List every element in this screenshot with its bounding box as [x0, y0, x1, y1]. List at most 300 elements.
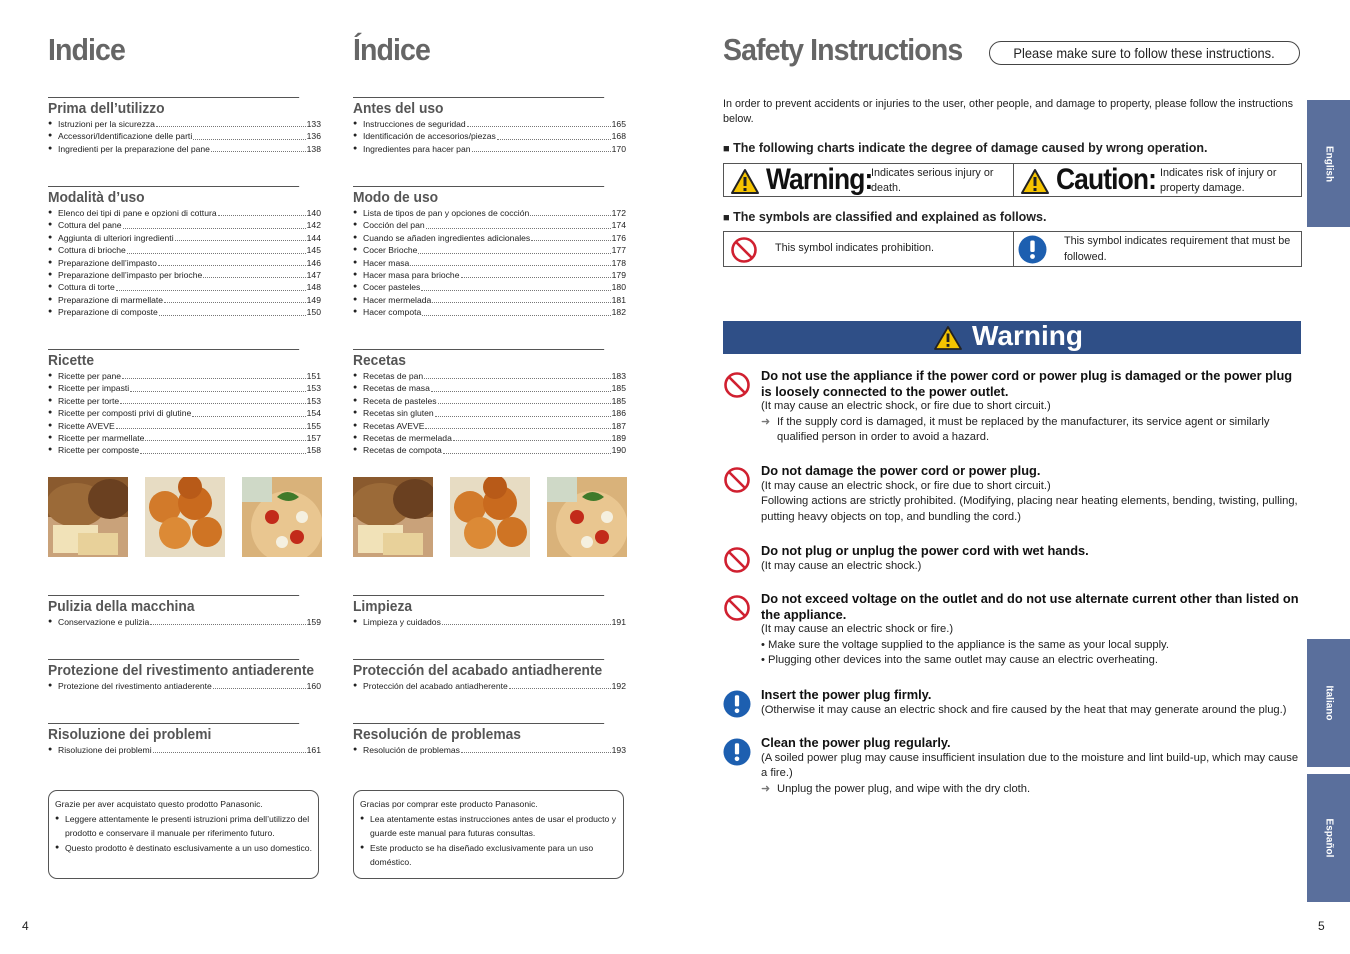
square-bullet-icon: ■: [723, 143, 730, 155]
warning-item-text: [761, 543, 1301, 574]
toc-item-label: Recetas sin gluten: [363, 408, 434, 419]
toc-item[interactable]: [48, 432, 321, 444]
leader-dots: [145, 440, 305, 441]
bullet-icon: ●: [48, 746, 53, 753]
leader-dots: [122, 378, 306, 379]
tab-espanol[interactable]: [1307, 774, 1350, 902]
bullet-icon: ●: [48, 446, 53, 454]
toc-item[interactable]: [48, 616, 321, 628]
bullet-icon: ●: [353, 221, 358, 229]
leader-dots: [116, 290, 306, 291]
toc-item-page: 170: [611, 143, 626, 154]
toc-item[interactable]: [48, 407, 321, 419]
leader-dots: [530, 215, 610, 216]
toc-item[interactable]: [353, 382, 626, 394]
warning-item-line: Following actions are strictly prohibited. (Modifying, placing near heating elements, bending, twisting, pulling, putting heavy objects on top, and bundling the cord.): [761, 495, 1298, 523]
leader-dots: [435, 416, 611, 417]
square-bullet-icon: ■: [723, 212, 730, 224]
toc-item-label: Hacer masa: [363, 257, 410, 268]
toc-item[interactable]: [48, 130, 321, 142]
toc-item-label: Instrucciones de seguridad: [363, 119, 466, 129]
toc-item[interactable]: [353, 219, 626, 231]
toc-item-label: Ricette per composti privi di glutine: [58, 408, 192, 419]
warning-banner-label: Warning: [972, 320, 1083, 351]
requirement-desc: This symbol indicates requirement that must be followed.: [1064, 235, 1291, 263]
toc-item[interactable]: [353, 370, 626, 382]
toc-item-page: 177: [611, 245, 626, 256]
bullet-icon: ●: [353, 132, 358, 140]
tab-english[interactable]: [1307, 100, 1350, 227]
toc-item-page: 161: [306, 745, 321, 755]
toc-list: [48, 744, 321, 756]
bullet-icon: ●: [353, 308, 358, 316]
rolls-photo: [145, 477, 225, 557]
arrow-right-icon: ➜: [761, 782, 771, 795]
leader-dots: [443, 453, 611, 454]
toc-section-heading: Protezione del rivestimento antiaderente: [48, 659, 299, 679]
warning-cell: [724, 164, 1014, 196]
bullet-icon: ●: [48, 618, 53, 625]
warning-item-line: (It may cause an electric shock, or fire due to short circuit.): [761, 400, 1051, 412]
note-intro: Grazie per aver acquistato questo prodotto Panasonic.: [55, 799, 263, 809]
leader-dots: [175, 240, 306, 241]
toc-item-page: 149: [306, 294, 321, 305]
leader-dots: [203, 277, 305, 278]
toc-item-page: 182: [611, 307, 626, 318]
bullet-icon: ●: [48, 384, 53, 392]
bullet-icon: ●: [55, 843, 60, 851]
toc-item[interactable]: [48, 232, 321, 244]
toc-list: [353, 680, 626, 692]
bullet-icon: ●: [353, 384, 358, 392]
toc-item-page: 191: [611, 617, 626, 627]
toc-item-page: 140: [306, 208, 321, 218]
bullet-icon: ●: [353, 246, 358, 254]
toc-item[interactable]: [353, 257, 626, 269]
bullet-icon: ●: [48, 246, 53, 254]
bullet-icon: ●: [353, 209, 358, 216]
toc-item[interactable]: [353, 420, 626, 432]
warning-item-text: [761, 368, 1301, 446]
leader-dots: [426, 228, 611, 229]
toc-section-heading: Resolución de problemas: [353, 723, 604, 743]
warning-item-title: Do not plug or unplug the power cord with wet hands.: [761, 543, 1089, 558]
bullet-icon: ●: [48, 271, 53, 279]
leader-dots: [438, 403, 611, 404]
toc-item-label: Ingredienti per la preparazione del pane: [58, 143, 210, 154]
leader-dots: [130, 391, 305, 392]
note-bullet: [360, 812, 617, 841]
toc-item-label: Risoluzione dei problemi: [58, 745, 152, 755]
warning-item-title: Clean the power plug regularly.: [761, 735, 951, 750]
toc-item-label: Recetas AVEVE: [363, 420, 425, 431]
rolls-photo: [450, 477, 530, 557]
note-bullet-text: Este producto se ha diseñado exclusivamente para un uso doméstico.: [370, 842, 594, 868]
leader-dots: [421, 290, 610, 291]
warning-item-title: Do not use the appliance if the power cord or power plug is damaged or the power plug is loosely connected to the power outlet.: [761, 368, 1293, 399]
toc-item[interactable]: [48, 744, 321, 756]
toc-item[interactable]: [48, 444, 321, 456]
toc-item-label: Cottura del pane: [58, 220, 122, 231]
warning-item-title: Do not damage the power cord or power plug.: [761, 463, 1041, 478]
index-title-es: Índice: [353, 32, 430, 67]
toc-item[interactable]: [48, 244, 321, 256]
warning-item-line: (It may cause an electric shock, or fire due to short circuit.): [761, 479, 1051, 492]
bullet-icon: ●: [353, 295, 358, 303]
toc-item[interactable]: [353, 143, 626, 155]
toc-item-page: 189: [611, 433, 626, 444]
caution-label: Caution:: [1056, 163, 1157, 196]
photo-strip: [353, 477, 626, 557]
toc-item-label: Preparazione dell’impasto: [58, 257, 157, 268]
toc-section-heading: Modalità d’uso: [48, 186, 299, 206]
warning-triangle-icon: [933, 325, 963, 351]
toc-item-label: Receta de pasteles: [363, 395, 437, 406]
bullet-icon: ●: [48, 308, 53, 316]
intro-note-box: [353, 790, 624, 879]
leader-dots: [425, 428, 610, 429]
bullet-icon: ●: [48, 283, 53, 291]
toc-item-label: Elenco dei tipi di pane e opzioni di cottura: [58, 208, 217, 218]
photo-strip: [48, 477, 321, 557]
page-number-left: 4: [22, 919, 29, 933]
toc-item-label: Ricette AVEVE: [58, 420, 115, 431]
warning-item-line: (A soiled power plug may cause insufficient insulation due to the moisture and lint build-up, which may cause a fire.): [761, 751, 1299, 779]
symbols-heading-text: The symbols are classified and explained as follows.: [733, 210, 1047, 224]
bullet-icon: ●: [48, 682, 53, 689]
leader-dots: [123, 228, 306, 229]
toc-section: [353, 595, 626, 628]
note-bullet-text: Lea atentamente estas instrucciones antes de usar el producto y guarde este manual para futuras consultas.: [370, 813, 617, 839]
toc-item[interactable]: [48, 118, 321, 130]
toc-item-page: 179: [611, 270, 626, 281]
charts-heading-text: The following charts indicate the degree of damage caused by wrong operation.: [733, 141, 1208, 155]
toc-section-heading: Limpieza: [353, 595, 604, 615]
toc-item-page: 160: [306, 681, 321, 691]
toc-item[interactable]: [353, 294, 626, 306]
toc-item-page: 159: [306, 617, 321, 627]
toc-list: [48, 370, 321, 457]
prohibition-icon: [730, 236, 758, 264]
toc-item[interactable]: [48, 370, 321, 382]
leader-dots: [164, 302, 306, 303]
toc-item[interactable]: [353, 232, 626, 244]
bullet-icon: ●: [48, 120, 53, 127]
warning-item-arrow-note: [761, 415, 1301, 446]
toc-item-page: 151: [306, 371, 321, 381]
toc-item-page: 185: [611, 383, 626, 394]
toc-item[interactable]: [353, 407, 626, 419]
toc-item[interactable]: [48, 257, 321, 269]
bullet-icon: ●: [353, 120, 358, 127]
bullet-icon: ●: [353, 409, 358, 417]
bullet-icon: ●: [353, 271, 358, 279]
toc-item-page: 165: [611, 119, 626, 129]
toc-section: [353, 349, 626, 457]
bullet-icon: ●: [48, 396, 53, 404]
toc-section: [48, 595, 321, 628]
bread-photo: [48, 477, 128, 557]
title-badge: [989, 41, 1300, 65]
toc-list: [353, 118, 626, 155]
toc-item[interactable]: [48, 420, 321, 432]
toc-item[interactable]: [48, 395, 321, 407]
leader-dots: [431, 391, 611, 392]
requirement-cell: [1014, 232, 1301, 266]
toc-item-label: Recetas de pan: [363, 371, 424, 381]
toc-item-label: Cocción del pan: [363, 220, 425, 231]
toc-item-label: Recetas de mermelada: [363, 433, 452, 444]
leader-dots: [509, 688, 611, 689]
toc-item-label: Accessori/Identificazione delle parti: [58, 131, 193, 142]
toc-section-heading: Protección del acabado antiadherente: [353, 659, 604, 679]
toc-item-label: Ricette per marmellate: [58, 433, 145, 444]
toc-item-page: 150: [306, 307, 321, 318]
toc-item-page: 147: [306, 270, 321, 281]
toc-item-label: Aggiunta di ulteriori ingredienti: [58, 232, 174, 243]
toc-section: [48, 723, 321, 756]
leader-dots: [453, 440, 611, 441]
toc-item-label: Limpieza y cuidados: [363, 617, 441, 627]
arrow-right-icon: ➜: [761, 415, 771, 428]
warning-item-text: [761, 591, 1301, 669]
bullet-icon: ●: [48, 372, 53, 379]
bullet-icon: ●: [55, 814, 60, 822]
bullet-icon: ●: [353, 233, 358, 241]
toc-item-label: Cottura di brioche: [58, 245, 126, 256]
bullet-icon: ●: [353, 283, 358, 291]
prohibition-icon: [723, 371, 751, 404]
bullet-icon: ●: [48, 221, 53, 229]
toc-item-label: Conservazione e pulizia: [58, 617, 150, 627]
leader-dots: [120, 403, 306, 404]
toc-item[interactable]: [48, 294, 321, 306]
pizza-photo: [242, 477, 322, 557]
toc-section: [353, 723, 626, 756]
leader-dots: [442, 624, 611, 625]
leader-dots: [422, 315, 610, 316]
toc-item-label: Ingredientes para hacer pan: [363, 143, 471, 154]
warning-item-text: [761, 735, 1301, 797]
toc-item-label: Ricette per composte: [58, 445, 140, 456]
toc-item-page: 176: [611, 232, 626, 243]
toc-list: [48, 680, 321, 692]
intro-text: In order to prevent accidents or injuries to the user, other people, and damage to property, please follow the instructions below.: [723, 98, 1293, 125]
toc-item[interactable]: [48, 207, 321, 219]
toc-item[interactable]: [48, 219, 321, 231]
toc-list: [353, 616, 626, 628]
leader-dots: [472, 151, 611, 152]
toc-item-label: Recetas de masa: [363, 383, 430, 394]
toc-item[interactable]: [353, 395, 626, 407]
toc-item-label: Preparazione di composte: [58, 307, 158, 318]
leader-dots: [424, 378, 610, 379]
leader-dots: [140, 453, 305, 454]
toc-item-page: 186: [611, 408, 626, 419]
toc-item-page: 158: [306, 445, 321, 456]
warning-item-text: [761, 463, 1301, 525]
note-bullet-text: Questo prodotto è destinato esclusivamente a un uso domestico.: [65, 842, 312, 853]
warning-triangle-icon: [730, 168, 760, 195]
bullet-icon: ●: [353, 258, 358, 266]
warning-item-title: Do not exceed voltage on the outlet and do not use alternate current other than listed on the appliance.: [761, 591, 1299, 622]
toc-list: [353, 744, 626, 756]
warning-label: Warning:: [766, 163, 873, 196]
bullet-icon: ●: [48, 258, 53, 266]
arrow-note-text: If the supply cord is damaged, it must be replaced by the manufacturer, its service agent or similarly qualified person in order to avoid a hazard.: [777, 415, 1270, 443]
toc-item[interactable]: [48, 281, 321, 293]
leader-dots: [213, 688, 306, 689]
intro-note-box: [48, 790, 319, 879]
toc-item[interactable]: [353, 130, 626, 142]
leader-dots: [192, 416, 305, 417]
toc-item-label: Cocer pasteles: [363, 282, 421, 293]
pizza-photo: [547, 477, 627, 557]
warning-item-title: Insert the power plug firmly.: [761, 687, 932, 702]
toc-list: [48, 616, 321, 628]
leader-dots: [497, 139, 611, 140]
leader-dots: [218, 215, 306, 216]
caution-cell: [1014, 164, 1301, 196]
leader-dots: [193, 139, 305, 140]
toc-item-label: Preparazione di marmellate: [58, 294, 164, 305]
note-bullet: [360, 841, 617, 870]
warning-item-line: • Plugging other devices into the same outlet may cause an electric overheating.: [761, 654, 1158, 666]
toc-item-page: 172: [611, 208, 626, 218]
note-intro: Gracias por comprar este producto Panasonic.: [360, 799, 538, 809]
leader-dots: [156, 126, 306, 127]
toc-item-page: 154: [306, 408, 321, 419]
toc-item-page: 148: [306, 282, 321, 293]
title-badge-text: Please make sure to follow these instructions.: [1013, 45, 1276, 61]
toc-item[interactable]: [48, 143, 321, 155]
bullet-icon: ●: [48, 421, 53, 429]
toc-item-page: 142: [306, 220, 321, 231]
safety-title: Safety Instructions: [723, 32, 963, 67]
leader-dots: [410, 265, 610, 266]
toc-section-heading: Recetas: [353, 349, 604, 369]
warning-banner: [723, 321, 1301, 354]
toc-item[interactable]: [353, 616, 626, 628]
toc-item[interactable]: [48, 680, 321, 692]
toc-item[interactable]: [48, 382, 321, 394]
toc-list: [353, 370, 626, 457]
prohibition-icon: [723, 546, 751, 579]
leader-dots: [127, 253, 306, 254]
damage-chart: [723, 163, 1302, 197]
toc-item[interactable]: [353, 444, 626, 456]
leader-dots: [159, 315, 306, 316]
requirement-icon: [1018, 235, 1047, 264]
toc-list: [48, 118, 321, 155]
toc-item[interactable]: [353, 744, 626, 756]
toc-item-label: Protezione del rivestimento antiaderente: [58, 681, 212, 691]
bullet-icon: ●: [353, 682, 358, 689]
toc-section: [353, 186, 626, 319]
leader-dots: [531, 240, 610, 241]
caution-desc: Indicates risk of injury or property damage.: [1160, 167, 1277, 194]
leader-dots: [432, 302, 610, 303]
tab-english-label: English: [1323, 145, 1334, 182]
toc-item-page: 133: [306, 119, 321, 129]
toc-item-label: Preparazione dell’impasto per brioche: [58, 270, 203, 281]
toc-section-heading: Prima dell’utilizzo: [48, 97, 299, 117]
leader-dots: [461, 277, 611, 278]
toc-item[interactable]: [48, 269, 321, 281]
requirement-icon: [723, 738, 751, 771]
toc-item[interactable]: [353, 281, 626, 293]
toc-item[interactable]: [353, 244, 626, 256]
toc-item-label: Istruzioni per la sicurezza: [58, 119, 155, 129]
leader-dots: [211, 151, 306, 152]
bullet-icon: ●: [48, 409, 53, 417]
toc-item-label: Hacer compota: [363, 307, 422, 318]
index-title-it: Indice: [48, 32, 125, 67]
toc-section: [48, 659, 321, 692]
toc-item-page: 138: [306, 143, 321, 154]
toc-item-page: 180: [611, 282, 626, 293]
toc-item-page: 153: [306, 395, 321, 406]
bullet-icon: ●: [353, 396, 358, 404]
tab-italiano[interactable]: [1307, 639, 1350, 767]
toc-item-page: 193: [611, 745, 626, 755]
toc-item[interactable]: [353, 432, 626, 444]
leader-dots: [116, 428, 306, 429]
bullet-icon: ●: [353, 144, 358, 152]
requirement-icon: [723, 690, 751, 723]
toc-item[interactable]: [353, 118, 626, 130]
note-bullet: [55, 812, 312, 841]
toc-item[interactable]: [353, 680, 626, 692]
toc-section-heading: Pulizia della macchina: [48, 595, 299, 615]
page-number-right: 5: [1318, 919, 1325, 933]
warning-item-line: (It may cause an electric shock or fire.): [761, 623, 954, 635]
leader-dots: [418, 253, 610, 254]
note-bullet: [55, 841, 312, 856]
toc-item[interactable]: [353, 207, 626, 219]
toc-item-label: Ricette per pane: [58, 371, 122, 381]
toc-item-page: 174: [611, 220, 626, 231]
bullet-icon: ●: [360, 814, 365, 822]
toc-item-label: Identificación de accesorios/piezas: [363, 131, 496, 142]
leader-dots: [153, 752, 306, 753]
toc-item-label: Hacer masa para brioche: [363, 270, 460, 281]
toc-item-page: 168: [611, 131, 626, 142]
note-bullet-text: Leggere attentamente le presenti istruzioni prima dell’utilizzo del prodotto e conservare il manuale per riferimento futuro.: [65, 813, 310, 839]
bullet-icon: ●: [353, 446, 358, 454]
toc-section-heading: Modo de uso: [353, 186, 604, 206]
toc-item-label: Resolución de problemas: [363, 745, 460, 755]
warning-item-line: (Otherwise it may cause an electric shock and fire caused by the heat that may generate around the plug.): [761, 703, 1287, 716]
warning-desc: Indicates serious injury or death.: [871, 167, 994, 194]
toc-item-page: 155: [306, 420, 321, 431]
bullet-icon: ●: [353, 618, 358, 625]
toc-item-page: 178: [611, 257, 626, 268]
toc-item[interactable]: [353, 306, 626, 318]
index-column-es: [353, 0, 626, 954]
toc-item-page: 187: [611, 420, 626, 431]
toc-item[interactable]: [353, 269, 626, 281]
toc-item[interactable]: [48, 306, 321, 318]
toc-section-heading: Ricette: [48, 349, 299, 369]
bullet-icon: ●: [48, 233, 53, 241]
toc-section-heading: Antes del uso: [353, 97, 604, 117]
toc-item-label: Lista de tipos de pan y opciones de cocción: [363, 208, 530, 218]
bread-photo: [353, 477, 433, 557]
index-column-it: [48, 0, 321, 954]
symbols-heading: [723, 210, 1303, 224]
leader-dots: [461, 752, 611, 753]
